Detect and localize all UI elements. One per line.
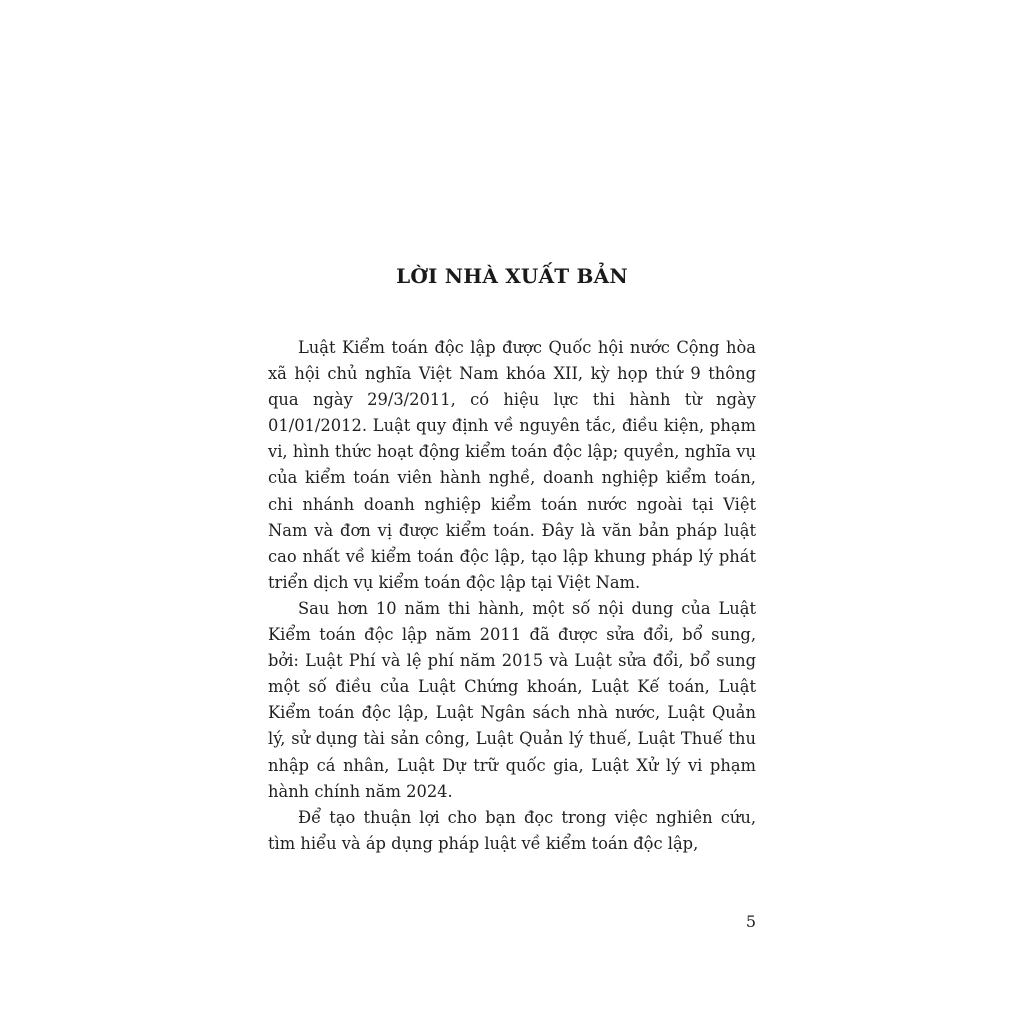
paragraph-1: Luật Kiểm toán độc lập được Quốc hội nước Cộng hòa xã hội chủ nghĩa Việt Nam khóa XII, kỳ họp thứ 9 thông qua ngày 29/3/2011, có hiệu lực thi hành từ ngày 01/01/2012. Luật quy định về nguyên tắc, điều kiện, phạm vi, hình thức hoạt động kiểm toán độc lập; quyền, nghĩa vụ của kiểm toán viên hành nghề, doanh nghiệp kiểm toán, chi nhánh doanh nghiệp kiểm toán nước ngoài tại Việt Nam và đơn vị được kiểm toán. Đây là văn bản pháp luật cao nhất về kiểm toán độc lập, tạo lập khung pháp lý phát triển dịch vụ kiểm toán độc lập tại Việt Nam. (268, 338, 756, 592)
page-number: 5 (745, 912, 756, 931)
paragraph-2: Sau hơn 10 năm thi hành, một số nội dung của Luật Kiểm toán độc lập năm 2011 đã được sửa đổi, bổ sung, bởi: Luật Phí và lệ phí năm 2015 và Luật sửa đổi, bổ sung một số điều của Luật Chứng khoán, Luật Kế toán, Luật Kiểm toán độc lập, Luật Ngân sách nhà nước, Luật Quản lý, sử dụng tài sản công, Luật Quản lý thuế, Luật Thuế thu nhập cá nhân, Luật Dự trữ quốc gia, Luật Xử lý vi phạm hành chính năm 2024. (268, 598, 756, 801)
page-title: LỜI NHÀ XUẤT BẢN (396, 264, 628, 288)
body-text (268, 335, 756, 857)
paragraph-3: Để tạo thuận lợi cho bạn đọc trong việc nghiên cứu, tìm hiểu và áp dụng pháp luật về kiểm toán độc lập, (268, 807, 756, 853)
